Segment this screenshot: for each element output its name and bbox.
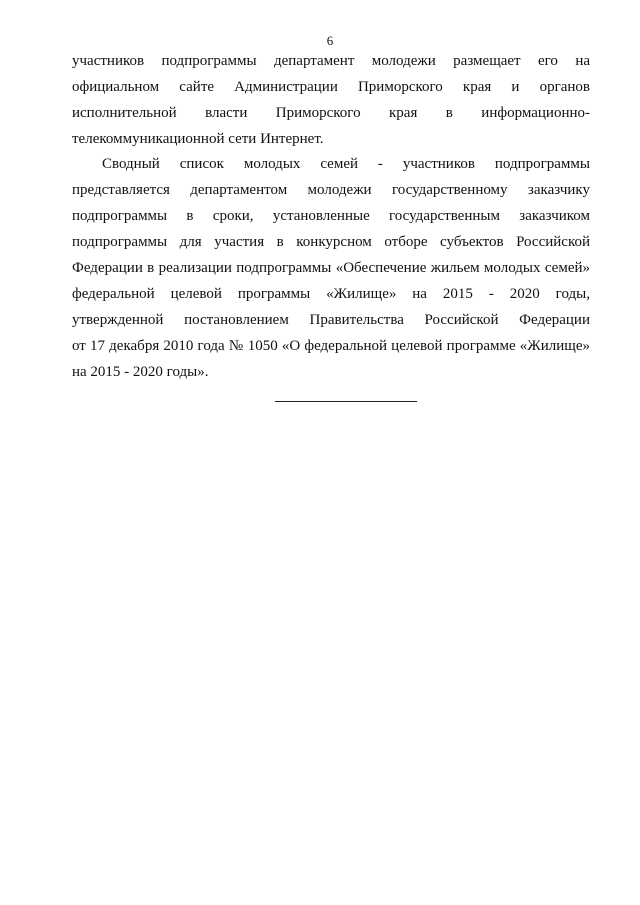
text-line: утвержденной постановлением Правительства Российской Федерации <box>72 312 590 328</box>
paragraph-2 <box>72 151 590 385</box>
text-line: Федерации в реализации подпрограммы «Обеспечение жильем молодых семей» <box>72 260 590 276</box>
text-line: участников подпрограммы департамент молодежи размещает его на <box>72 53 590 69</box>
text-line: представляется департаментом молодежи государственному заказчику <box>72 182 590 198</box>
text-line: Сводный список молодых семей - участников подпрограммы <box>102 156 590 172</box>
text-line: подпрограммы для участия в конкурсном отборе субъектов Российской <box>72 234 590 250</box>
text-line: от 17 декабря 2010 года № 1050 «О федеральной целевой программе «Жилище» <box>72 338 590 354</box>
text-line: на 2015 - 2020 годы». <box>72 364 209 380</box>
closing-rule <box>275 401 417 402</box>
text-line: подпрограммы в сроки, установленные государственным заказчиком <box>72 208 590 224</box>
page-number: 6 <box>326 33 334 48</box>
text-line: федеральной целевой программы «Жилище» на 2015 - 2020 годы, <box>72 286 590 302</box>
text-line: официальном сайте Администрации Приморского края и органов <box>72 79 590 95</box>
paragraph-1 <box>72 48 590 152</box>
text-line: исполнительной власти Приморского края в информационно- <box>72 105 590 121</box>
text-line: телекоммуникационной сети Интернет. <box>72 131 324 147</box>
